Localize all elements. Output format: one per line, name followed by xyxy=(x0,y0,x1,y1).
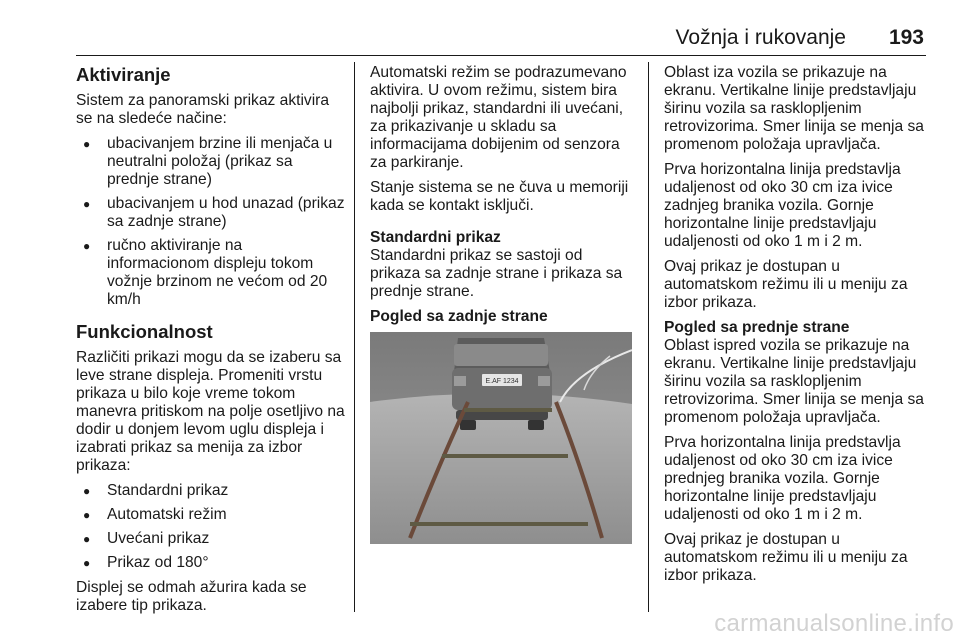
svg-text:E.AF 1234: E.AF 1234 xyxy=(485,378,519,385)
closing-text: Displej se odmah ažurira kada se izabere tip prikaza. xyxy=(76,579,307,614)
column-1 xyxy=(76,64,346,622)
activation-intro: Sistem za panoramski prikaz aktivira se na sledeće načine: xyxy=(76,92,330,127)
list-item: ● Uvećani prikaz xyxy=(76,530,346,548)
list-item: ● ručno aktiviranje na informacionom displeju tokom vožnje brzinom ne većom od 20 km/h xyxy=(76,237,346,309)
memory-text: Stanje sistema se ne čuva u memoriji kada se kontakt isključi. xyxy=(370,179,629,214)
list-item: ● ubacivanjem u hod unazad (prikaz sa zadnje strane) xyxy=(76,195,346,231)
list-item: ● Prikaz od 180° xyxy=(76,554,346,572)
header-rule xyxy=(76,55,926,56)
activation-heading: Aktiviranje xyxy=(76,64,171,85)
column-2 xyxy=(370,64,636,544)
function-text: Različiti prikazi mogu da se izaberu sa leve strane displeja. Promeniti vrstu prikaza u bilo koje vreme tokom manevra pritiskom na polje osetljivo na dodir u donjem levom uglu displeja i izabrati prikaz sa menija za izbor prikaza: xyxy=(76,349,345,474)
column-divider-2 xyxy=(648,62,649,612)
rear-paragraph-1: Oblast iza vozila se prikazuje na ekranu. Vertikalne linije predstavljaju širinu vozila sa rasklopljenim retrovizorima. Smer linija se menja sa promenom položaja upravljača. xyxy=(664,64,924,153)
column-3 xyxy=(664,64,930,592)
chapter-title: Vožnja i rukovanje xyxy=(675,26,846,49)
watermark: carmanualsonline.info xyxy=(714,610,954,637)
front-paragraph-3: Ovaj prikaz je dostupan u automatskom režimu ili u meniju za izbor prikaza. xyxy=(664,531,908,584)
front-view-heading: Pogled sa prednje strane xyxy=(664,319,850,336)
column-divider-1 xyxy=(354,62,355,612)
standard-text: Standardni prikaz se sastoji od prikaza sa zadnje strane i prikaza sa prednje strane. xyxy=(370,247,623,300)
list-item: ● Standardni prikaz xyxy=(76,482,346,500)
view-list xyxy=(76,482,346,572)
rear-paragraph-2: Prva horizontalna linija predstavlja udaljenost od oko 30 cm iza ivice zadnjeg branika vozila. Gornje horizontalne linije predstavljaju udaljenosti od oko 1 m i 2 m. xyxy=(664,161,901,250)
page-number: 193 xyxy=(888,26,924,49)
front-paragraph-2: Prva horizontalna linija predstavlja udaljenost od oko 30 cm iza ivice prednjeg branika vozila. Gornje horizontalne linije predstavljaju udaljenosti od oko 1 m i 2 m. xyxy=(664,434,901,523)
list-item: ● Automatski režim xyxy=(76,506,346,524)
rear-camera-illustration xyxy=(370,332,632,544)
list-item: ● ubacivanjem brzine ili menjača u neutralni položaj (prikaz sa prednje strane) xyxy=(76,135,346,189)
auto-text: Automatski režim se podrazumevano aktivira. U ovom režimu, sistem bira najbolji prikaz, standardni ili uvećani, za prikazivanje u skladu sa informacijama dobijenim od senzora za parkiranje. xyxy=(370,64,627,171)
rear-view-heading: Pogled sa zadnje strane xyxy=(370,308,548,325)
front-paragraph-1: Oblast ispred vozila se prikazuje na ekranu. Vertikalne linije predstavljaju širinu vozila sa rasklopljenim retrovizorima. Smer linija se menja sa promenom položaja upravljača. xyxy=(664,337,924,426)
activation-list xyxy=(76,135,346,309)
rear-paragraph-3: Ovaj prikaz je dostupan u automatskom režimu ili u meniju za izbor prikaza. xyxy=(664,258,908,311)
page-header xyxy=(76,26,926,52)
standard-heading: Standardni prikaz xyxy=(370,229,501,246)
function-heading: Funkcionalnost xyxy=(76,321,213,342)
vehicle-ahead xyxy=(452,338,552,430)
